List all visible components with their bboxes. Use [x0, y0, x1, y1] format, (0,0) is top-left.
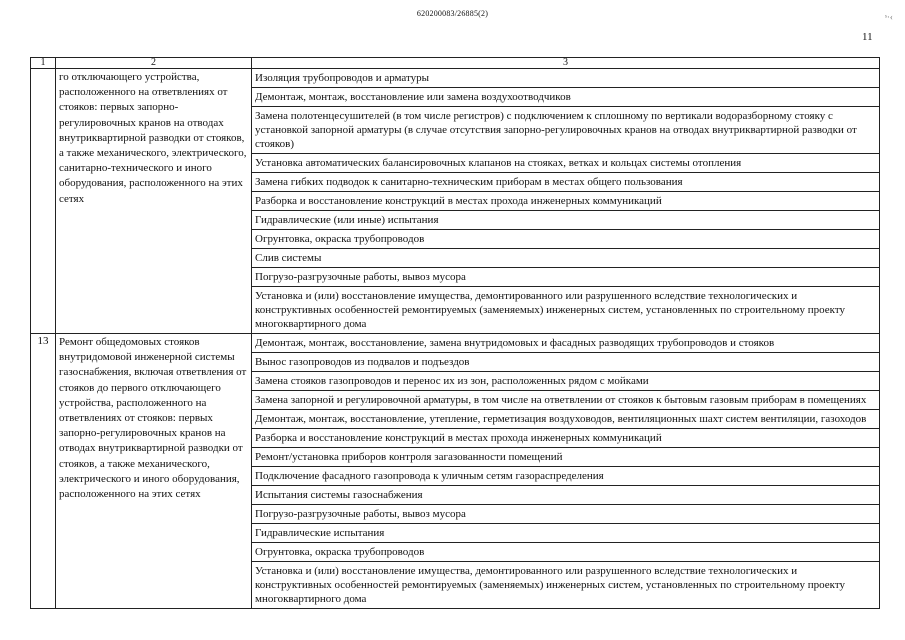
- work-type-cell: Изоляция трубопроводов и арматуры: [252, 69, 880, 88]
- work-type-cell: Погрузо-разгрузочные работы, вывоз мусора: [252, 268, 880, 287]
- work-type-cell: Подключение фасадного газопровода к уличным сетям газораспределения: [252, 467, 880, 486]
- work-type-cell: Замена запорной и регулировочной арматуры, в том числе на ответвлении от стояков к бытовым газовым приборам в помещениях: [252, 391, 880, 410]
- column-header-2: 2: [56, 58, 252, 69]
- work-type-cell: Установка автоматических балансировочных клапанов на стояках, ветках и кольцах системы отопления: [252, 154, 880, 173]
- section-number: [31, 69, 56, 334]
- section-description: го отключающего устройства, расположенного на ответвлениях от стояков: первых запорно-регулировочных кранов на отводах внутриквартирной разводки от стояков, а также механического, электрического, санитарно-технического и иного оборудования, расположенного на этих сетях: [56, 69, 252, 334]
- section-description: Ремонт общедомовых стояков внутридомовой инженерной системы газоснабжения, включая ответвления от стояков до первого отключающего устройства, расположенного на ответвлениях от стояков: первых запорно-регулировочных кранов на отводах внутриквартирной разводки от стояков, а также механического, электрического и иного оборудования, расположенного на этих сетях: [56, 334, 252, 609]
- work-type-cell: Разборка и восстановление конструкций в местах прохода инженерных коммуникаций: [252, 192, 880, 211]
- section-number: 13: [31, 334, 56, 609]
- page-number: 11: [862, 31, 873, 43]
- work-type-cell: Огрунтовка, окраска трубопроводов: [252, 543, 880, 562]
- work-type-cell: Огрунтовка, окраска трубопроводов: [252, 230, 880, 249]
- work-type-cell: Демонтаж, монтаж, восстановление, замена внутридомовых и фасадных разводящих трубопроводов и стояков: [252, 334, 880, 353]
- work-type-cell: Замена стояков газопроводов и перенос их из зон, расположенных рядом с мойками: [252, 372, 880, 391]
- work-type-cell: Ремонт/установка приборов контроля загазованности помещений: [252, 448, 880, 467]
- work-type-cell: Гидравлические (или иные) испытания: [252, 211, 880, 230]
- work-type-cell: Демонтаж, монтаж, восстановление, утепление, герметизация воздуховодов, вентиляционных шахт систем вентиляции, газоходов: [252, 410, 880, 429]
- table-row: [31, 334, 880, 353]
- works-table: [30, 57, 880, 609]
- corner-mark: ˢ·‹: [885, 12, 893, 22]
- work-type-cell: Погрузо-разгрузочные работы, вывоз мусора: [252, 505, 880, 524]
- work-type-cell: Слив системы: [252, 249, 880, 268]
- work-type-cell: Гидравлические испытания: [252, 524, 880, 543]
- work-type-cell: Установка и (или) восстановление имущества, демонтированного или разрушенного вследствие технологических и конструктивных особенностей ремонтируемых (заменяемых) инженерных систем, установленных по строительному проекту многоквартирного дома: [252, 562, 880, 609]
- work-type-cell: Разборка и восстановление конструкций в местах прохода инженерных коммуникаций: [252, 429, 880, 448]
- work-type-cell: Вынос газопроводов из подвалов и подъездов: [252, 353, 880, 372]
- document-code: 620200083/26885(2): [416, 9, 489, 18]
- column-header-3: 3: [252, 58, 880, 69]
- table-header-row: [31, 58, 880, 69]
- table-row: [31, 69, 880, 88]
- work-type-cell: Замена полотенцесушителей (в том числе регистров) с подключением к сплошному по вертикали водоразборному стояку с установкой запорной арматуры (в случае отсутствия запорно-регулировочных кранов на отводах внутриквартирной разводки от стояков): [252, 107, 880, 154]
- work-type-cell: Установка и (или) восстановление имущества, демонтированного или разрушенного вследствие технологических и конструктивных особенностей ремонтируемых (заменяемых) инженерных систем, установленных по строительному проекту многоквартирного дома: [252, 287, 880, 334]
- work-type-cell: Демонтаж, монтаж, восстановление или замена воздухоотводчиков: [252, 88, 880, 107]
- column-header-1: 1: [31, 58, 56, 69]
- work-type-cell: Замена гибких подводок к санитарно-техническим приборам в местах общего пользования: [252, 173, 880, 192]
- work-type-cell: Испытания системы газоснабжения: [252, 486, 880, 505]
